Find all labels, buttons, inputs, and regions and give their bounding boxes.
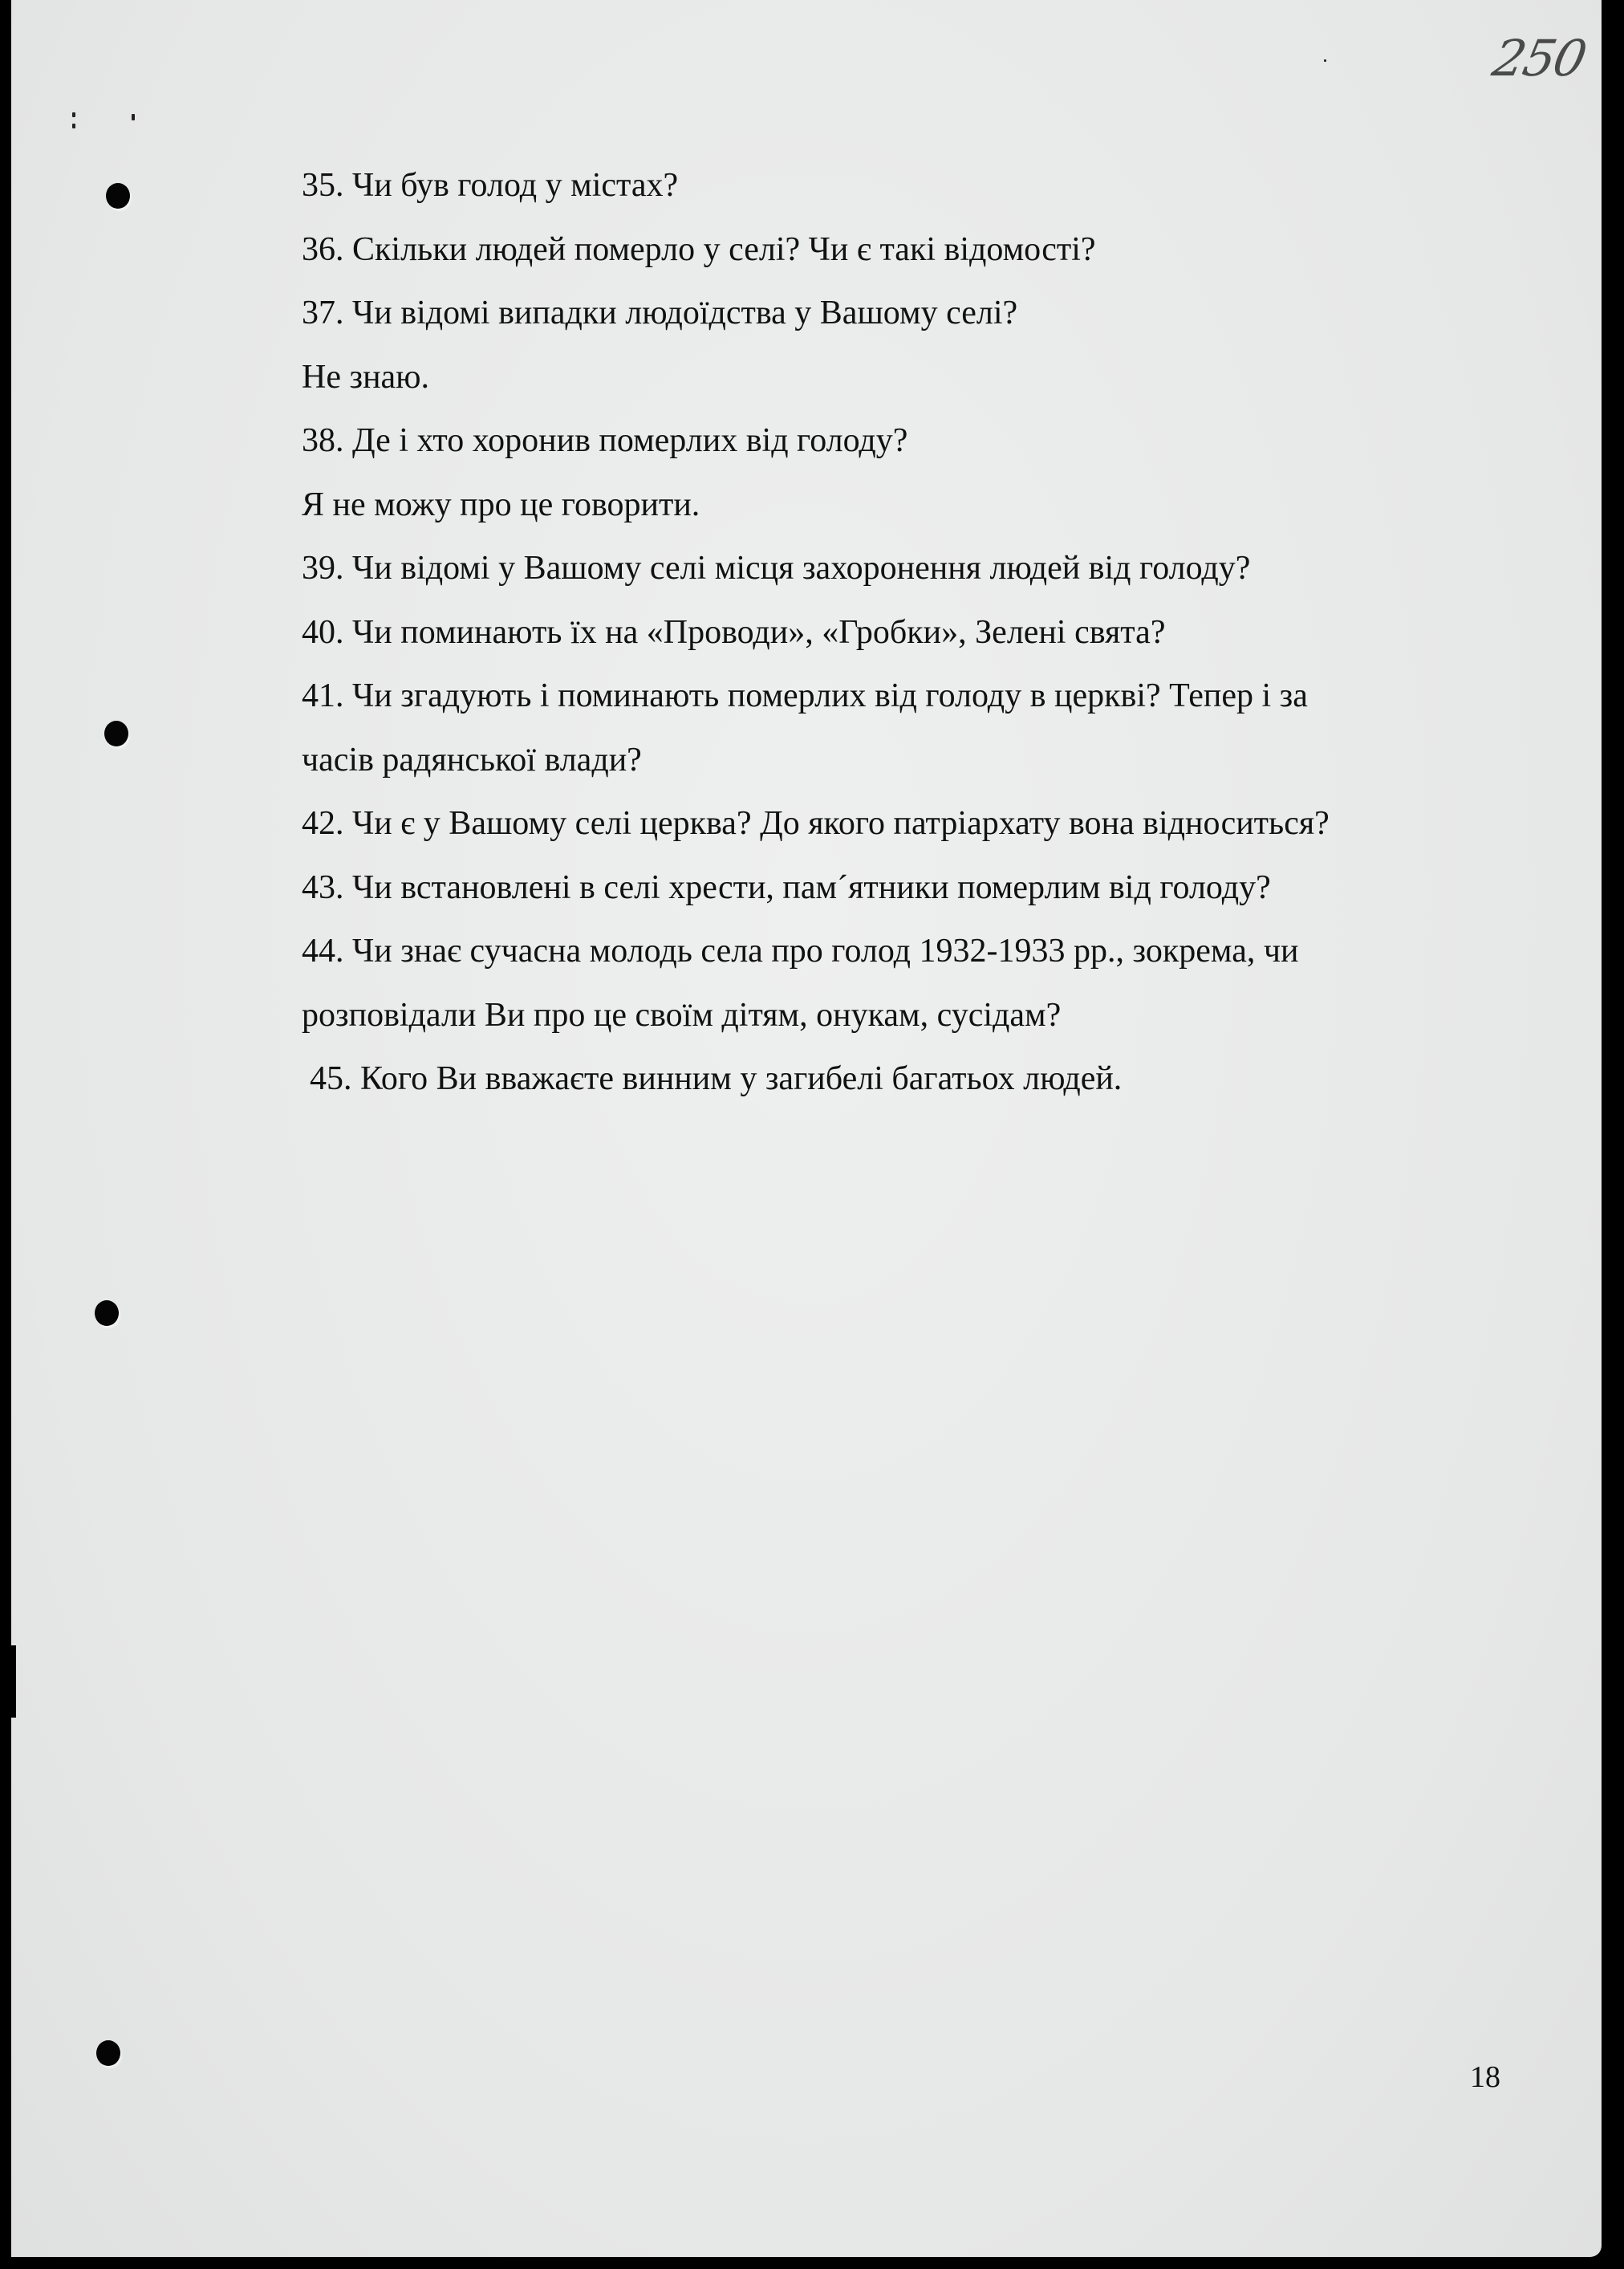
questionnaire-text [302,154,1465,1112]
punch-hole [96,2040,120,2066]
text-line: 42. Чи є у Вашому селі церква? До якого патріархату вона відноситься? [302,805,1330,842]
text-line: 40. Чи поминають їх на «Проводи», «Гробки», Зелені свята? [302,613,1166,651]
text-line: 38. Де і хто хоронив померлих від голоду? [302,422,908,459]
text-line: 43. Чи встановлені в селі хрести, пам´ятники померлим від голоду? [302,868,1271,906]
punch-hole [104,721,128,746]
text-line: 39. Чи відомі у Вашому селі місця захоронення людей від голоду? [302,550,1251,587]
paper-speck [72,124,75,128]
punch-hole [106,183,130,209]
text-line: розповідали Ви про це своїм дітям, онукам, сусідам? [302,996,1062,1034]
text-line: 37. Чи відомі випадки людоїдства у Вашому селі? [302,295,1018,331]
page-number: 18 [1470,2060,1500,2094]
document-page [11,0,1602,2257]
text-line: часів радянської влади? [302,741,642,779]
text-line: 45. Кого Ви вважаєте винним у загибелі багатьох людей. [310,1060,1123,1097]
paper-speck [72,112,75,117]
text-line: Я не можу про це говорити. [302,486,700,523]
text-line: 35. Чи був голод у містах? [302,167,679,204]
paper-speck [1324,59,1326,62]
punch-hole [95,1300,119,1326]
scan-edge-mark [11,1645,16,1718]
text-line: Не знаю. [302,358,430,396]
text-line: 36. Скільки людей померло у селі? Чи є такі відомості? [302,230,1096,268]
paper-speck [132,114,135,120]
text-line: 41. Чи згадують і поминають померлих від голоду в церкві? Тепер і за [302,677,1308,714]
archive-number: 250 [1488,29,1591,87]
text-line: 44. Чи знає сучасна молодь села про голод 1932-1933 рр., зокрема, чи [302,933,1299,970]
